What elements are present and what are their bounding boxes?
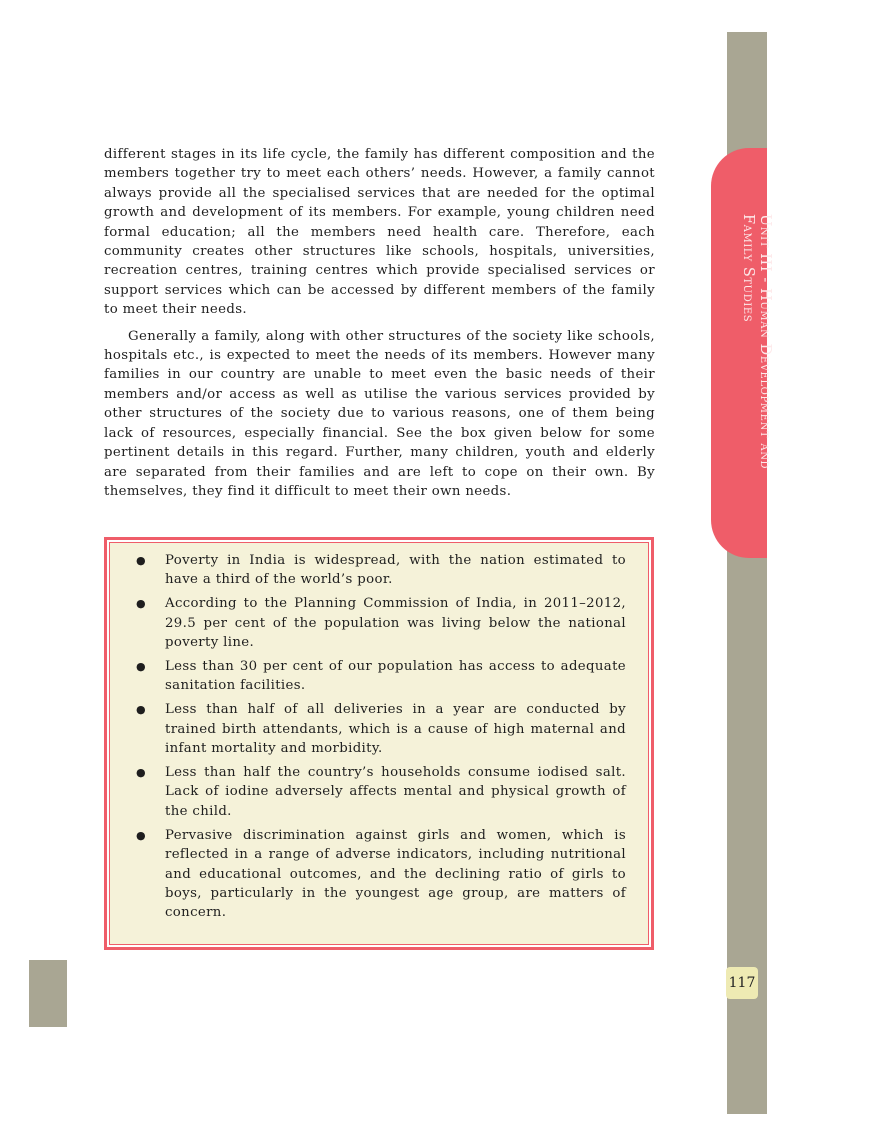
fact-item (132, 551, 626, 590)
paragraph: different stages in its life cycle, the family has different composition and the members together try to meet each others’ needs. However, a family cannot always provide all the specialised services that are needed for the optimal growth and development of its members. For example, young children need formal education; all the members need health care. Therefore, each community creates other structures like schools, hospitals, universities, recreation centres, training centres which provide specialised services or support services which can be accessed by different members of the family to meet their needs. (104, 147, 655, 318)
fact-box (104, 537, 654, 950)
fact-text: Less than half the country’s households consume iodised salt. Lack of iodine adversely affects mental and physical growth of the child. (165, 765, 626, 819)
left-margin-block (29, 960, 67, 1027)
unit-label (739, 214, 773, 469)
bullet-icon: ● (136, 597, 146, 611)
fact-item (132, 826, 626, 923)
fact-item (132, 657, 626, 696)
paragraph: Generally a family, along with other structures of the society like schools, hospitals etc., is expected to meet the needs of its members. However many families in our country are unable to meet even the basic needs of their members and/or access as well as utilise the various services provided by other structures of the society due to various reasons, one of them being lack of resources, especially financial. See the box given below for some pertinent details in this regard. Further, many children, youth and elderly are separated from their families and are left to cope on their own. By themselves, they find it difficult to meet their own needs. (104, 328, 655, 499)
fact-text: Less than half of all deliveries in a year are conducted by trained birth attendants, which is a cause of high maternal and infant mortality and morbidity. (165, 702, 626, 757)
bullet-icon: ● (136, 703, 146, 717)
fact-text: Pervasive discrimination against girls and women, which is reflected in a range of adverse indicators, including nutritional and educational outcomes, and the declining ratio of girls to boys, particularly in the youngest age group, are matters of concern. (165, 827, 626, 921)
fact-list (132, 551, 626, 923)
fact-item (132, 763, 626, 821)
unit-label-line1: Unit III - Human Development and (757, 214, 773, 470)
page-number: 117 (726, 967, 758, 999)
fact-box-inner (109, 542, 649, 945)
fact-item (132, 594, 626, 652)
fact-text: Less than 30 per cent of our population has access to adequate sanitation facilities. (165, 659, 626, 694)
fact-item (132, 700, 626, 758)
unit-label-line2: Family Studies (740, 214, 756, 323)
bullet-icon: ● (136, 660, 146, 674)
bullet-icon: ● (136, 828, 146, 842)
fact-text: Poverty in India is widespread, with the nation estimated to have a third of the world’s poor. (165, 553, 626, 588)
bullet-icon: ● (136, 766, 146, 780)
fact-text: According to the Planning Commission of India, in 2011–2012, 29.5 per cent of the population was living below the national poverty line. (165, 596, 626, 651)
bullet-icon: ● (136, 554, 146, 567)
body-text (104, 145, 655, 508)
